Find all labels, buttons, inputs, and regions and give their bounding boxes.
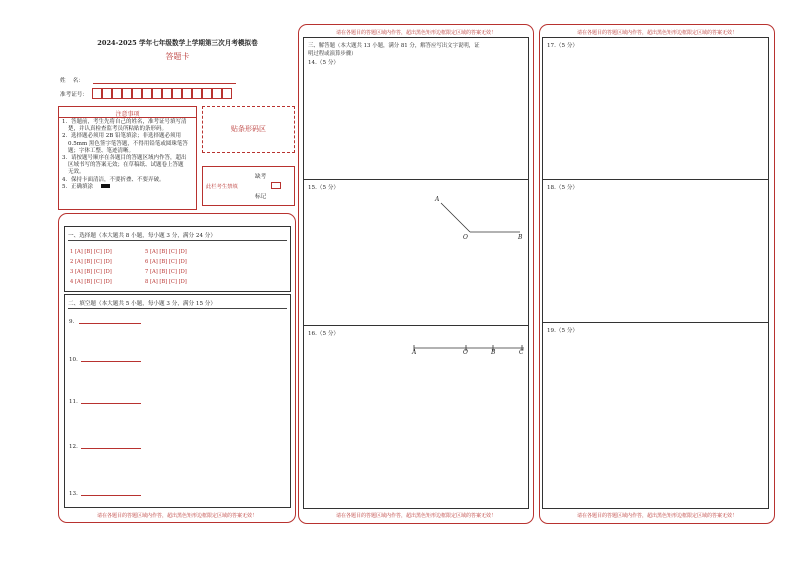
blank-9-label: 9． [69,319,79,325]
id-cell[interactable] [172,88,182,99]
notice-line: 0.5mm 黑色签字笔答题，不得用铅笔或圆珠笔答 [68,140,188,147]
section1-box [64,226,291,292]
choice-row-7[interactable]: 7 [A] [B] [C] [D] [145,269,187,275]
id-cell[interactable] [202,88,212,99]
fig16-label-C: C [519,349,524,356]
blank-9-line[interactable] [79,323,141,324]
blank-12-label: 12． [69,444,82,450]
fig15-label-B: B [518,234,523,241]
id-cell[interactable] [112,88,122,99]
id-label: 准考证号： [60,92,88,98]
q16-label: 16.（5 分） [308,331,340,337]
id-cell[interactable] [92,88,102,99]
choice-row-6[interactable]: 6 [A] [B] [C] [D] [145,259,187,265]
notice-line: 区域书写的答案无效；在草稿纸、试题卷上答题 [68,162,184,169]
q14-label: 14.（5 分） [308,60,340,66]
name-field[interactable] [93,83,236,84]
notice-line: 4．保持卡面清洁，不要折叠、不要弄破。 [62,176,165,183]
section2-box [64,294,291,508]
absent-box [202,166,295,206]
id-cell[interactable] [212,88,222,99]
id-cell[interactable] [182,88,192,99]
middle-bottom-warning: 请在各题目的答题区域内作答，超出黑色矩形边框限定区域的答案无效！ [335,513,496,519]
filled-mark-example [101,184,110,188]
section3-title-line2: 明过程或演算步骤） [308,51,357,57]
name-label: 姓 名： [60,78,84,84]
answer-card-title: 答题卡 [165,52,190,61]
id-cell[interactable] [122,88,132,99]
fig15-label-A: A [435,196,440,203]
notice-line: 题；字体工整、笔迹清晰。 [68,147,135,154]
barcode-label: 贴条形码区 [231,125,266,133]
notice-line: 无效。 [68,169,85,176]
id-cell[interactable] [132,88,142,99]
fig16-label-O: O [463,349,468,356]
absent-line2: 标记 [255,194,267,200]
q17-label: 17.（5 分） [547,43,579,49]
right-answer-frame [542,37,769,509]
notice-line: 楚，并认真检查监考员所粘贴的条形码。 [68,126,168,133]
id-cell[interactable] [222,88,232,99]
notice-line: 3．请按题号顺序在各题目的答题区域内作答，超出 [62,155,187,162]
figure-15-angle [430,192,530,244]
blank-12-line[interactable] [81,448,141,449]
fig16-label-B: B [491,349,496,356]
id-cell[interactable] [102,88,112,99]
section2-title: 二、填空题（本大题共 5 小题，每小题 3 分，满分 15 分） [68,301,216,307]
q18-label: 18.（5 分） [547,185,579,191]
absent-mark-box[interactable] [271,182,281,189]
choice-row-1[interactable]: 1 [A] [B] [C] [D] [70,249,112,255]
choice-row-8[interactable]: 8 [A] [B] [C] [D] [145,279,187,285]
q19-label: 19.（5 分） [547,328,579,334]
notice-text [62,119,195,191]
id-cell[interactable] [142,88,152,99]
middle-answer-frame [303,37,529,509]
id-number-boxes[interactable] [92,88,238,99]
blank-10-label: 10． [69,357,82,363]
blank-11-label: 11． [69,399,82,405]
choice-row-4[interactable]: 4 [A] [B] [C] [D] [70,279,112,285]
blank-11-line[interactable] [81,403,141,404]
notice-heading: 注意事项 [115,111,140,118]
absent-notice: 此栏考生禁填 [206,184,238,190]
left-warning: 请在各题目的答题区域内作答，超出黑色矩形边框限定区域的答案无效！ [96,513,257,519]
right-top-warning: 请在各题目的答题区域内作答，超出黑色矩形边框限定区域的答案无效！ [576,30,737,36]
middle-top-warning: 请在各题目的答题区域内作答，超出黑色矩形边框限定区域的答案无效！ [335,30,496,36]
choice-row-5[interactable]: 5 [A] [B] [C] [D] [145,249,187,255]
notice-line: 5．正确填涂 [62,183,93,190]
id-cell[interactable] [192,88,202,99]
section1-title: 一、选择题（本大题共 8 小题，每小题 3 分，满分 24 分） [68,233,216,239]
blank-13-label: 13． [69,491,82,497]
section3-title-line1: 三、解答题（本大题共 13 小题，满分 81 分，解答应写出文字说明，证 [308,43,480,49]
notice-line: 2．选择题必须用 2B 铅笔填涂；非选择题必须用 [62,133,182,140]
blank-10-line[interactable] [81,361,141,362]
notice-line: 1．答题前，考生先将自己的姓名，准考证号填写清 [62,119,187,125]
right-bottom-warning: 请在各题目的答题区域内作答，超出黑色矩形边框限定区域的答案无效！ [576,513,737,519]
id-cell[interactable] [162,88,172,99]
barcode-area [202,106,295,153]
fig15-label-O: O [463,234,468,241]
choice-row-3[interactable]: 3 [A] [B] [C] [D] [70,269,112,275]
figure-16-segment [410,342,528,354]
blank-13-line[interactable] [81,495,141,496]
notice-box [58,106,197,210]
exam-title: 2024-2025 学年七年级数学上学期第三次月考模拟卷 [97,39,258,47]
q15-label: 15.（5 分） [308,185,340,191]
absent-line1: 缺考 [255,174,267,180]
fig16-label-A: A [412,349,417,356]
id-cell[interactable] [152,88,162,99]
choice-row-2[interactable]: 2 [A] [B] [C] [D] [70,259,112,265]
